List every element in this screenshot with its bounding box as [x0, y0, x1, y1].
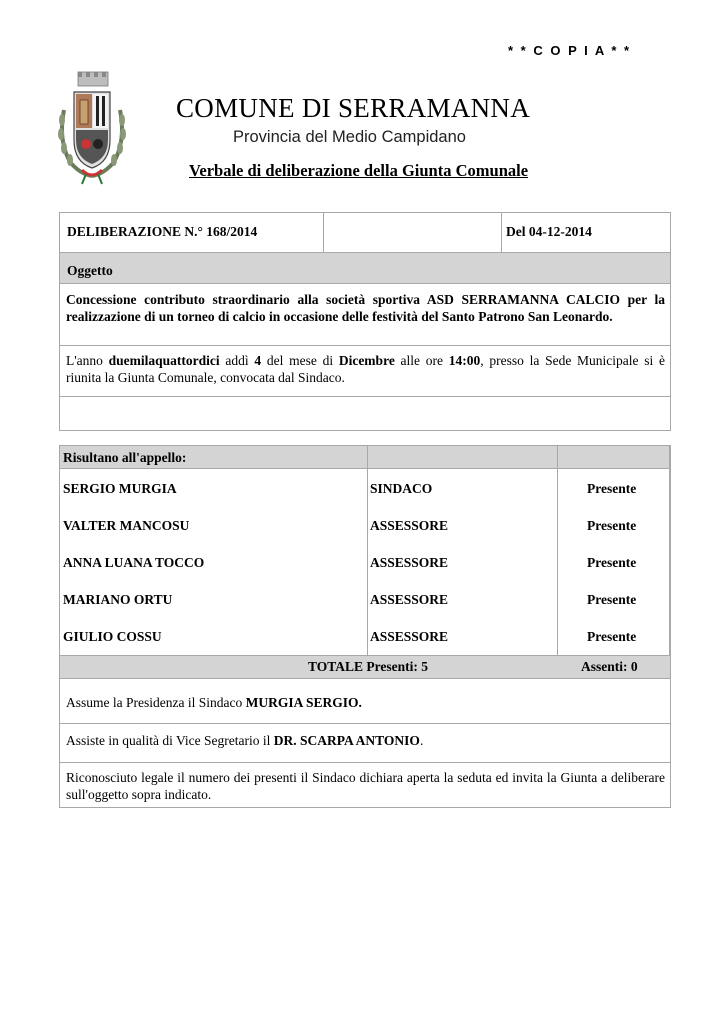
- seduta-mese: Dicembre: [338, 353, 395, 368]
- seduta-anno: duemilaquattordici: [108, 353, 220, 368]
- segretario-name: DR. SCARPA ANTONIO: [273, 733, 420, 748]
- deliberation-table: [59, 212, 671, 431]
- member-row: [60, 617, 670, 654]
- seduta-part: L'anno: [66, 353, 109, 368]
- comune-title: COMUNE DI SERRAMANNA: [176, 93, 531, 123]
- presidenza-text: [66, 695, 362, 711]
- deliberation-number: DELIBERAZIONE N.° 168/2014: [67, 224, 258, 239]
- member-row: [60, 580, 670, 617]
- oggetto-text: Concessione contributo straordinario alla società sportiva ASD SERRAMANNA CALCIO per la realizzazione di un torneo di calcio in occasione delle festività del Santo Patrono San Leonardo.: [66, 292, 665, 324]
- member-name: VALTER MANCOSU: [63, 518, 190, 533]
- coat-of-arms-emblem: [56, 70, 128, 186]
- seduta-text: [66, 352, 665, 386]
- member-role: ASSESSORE: [370, 518, 449, 533]
- member-status: Presente: [587, 481, 637, 496]
- member-row: [60, 506, 670, 543]
- member-status: Presente: [587, 629, 637, 644]
- member-role: SINDACO: [370, 481, 433, 496]
- member-name: SERGIO MURGIA: [63, 481, 177, 496]
- appello-header: Risultano all'appello:: [63, 450, 187, 465]
- seduta-part: del mese di: [261, 353, 339, 368]
- member-name: ANNA LUANA TOCCO: [63, 555, 205, 570]
- presidenza-name: MURGIA SERGIO.: [245, 695, 362, 710]
- seduta-part: addì: [219, 353, 255, 368]
- totale-presenti: TOTALE Presenti: 5: [308, 659, 429, 674]
- member-role: ASSESSORE: [370, 629, 449, 644]
- seduta-ora: 14:00: [448, 353, 481, 368]
- member-status: Presente: [587, 592, 637, 607]
- deliberation-date: Del 04-12-2014: [506, 224, 592, 239]
- member-name: GIULIO COSSU: [63, 629, 162, 644]
- seduta-part: alle ore: [394, 353, 449, 368]
- member-row: [60, 543, 670, 580]
- member-status: Presente: [587, 555, 637, 570]
- member-status: Presente: [587, 518, 637, 533]
- member-role: ASSESSORE: [370, 592, 449, 607]
- segretario-end: .: [419, 733, 424, 748]
- minutes-footer-table: [59, 678, 671, 808]
- totale-assenti: Assenti: 0: [581, 659, 638, 674]
- presidenza-label: Assume la Presidenza il Sindaco: [66, 695, 246, 710]
- copia-label: * * C O P I A * *: [508, 43, 632, 58]
- provincia-subtitle: Provincia del Medio Campidano: [233, 128, 466, 146]
- verbale-heading: Verbale di deliberazione della Giunta Comunale: [189, 161, 529, 180]
- member-name: MARIANO ORTU: [63, 592, 173, 607]
- segretario-text: [66, 733, 423, 749]
- seduta-giorno: 4: [254, 353, 262, 368]
- oggetto-label: Oggetto: [67, 263, 113, 278]
- attendance-table: [59, 445, 671, 678]
- segretario-label: Assiste in qualità di Vice Segretario il: [66, 733, 274, 748]
- member-role: ASSESSORE: [370, 555, 449, 570]
- member-row: [60, 469, 670, 506]
- riconosciuto-text: Riconosciuto legale il numero dei presenti il Sindaco dichiara aperta la seduta ed invita la Giunta a deliberare sull'oggetto sopra indicato.: [66, 770, 665, 802]
- seduta-part: , presso la Sede Municipale si è riunita la Giunta Comunale, convocata dal Sindaco.: [66, 353, 665, 385]
